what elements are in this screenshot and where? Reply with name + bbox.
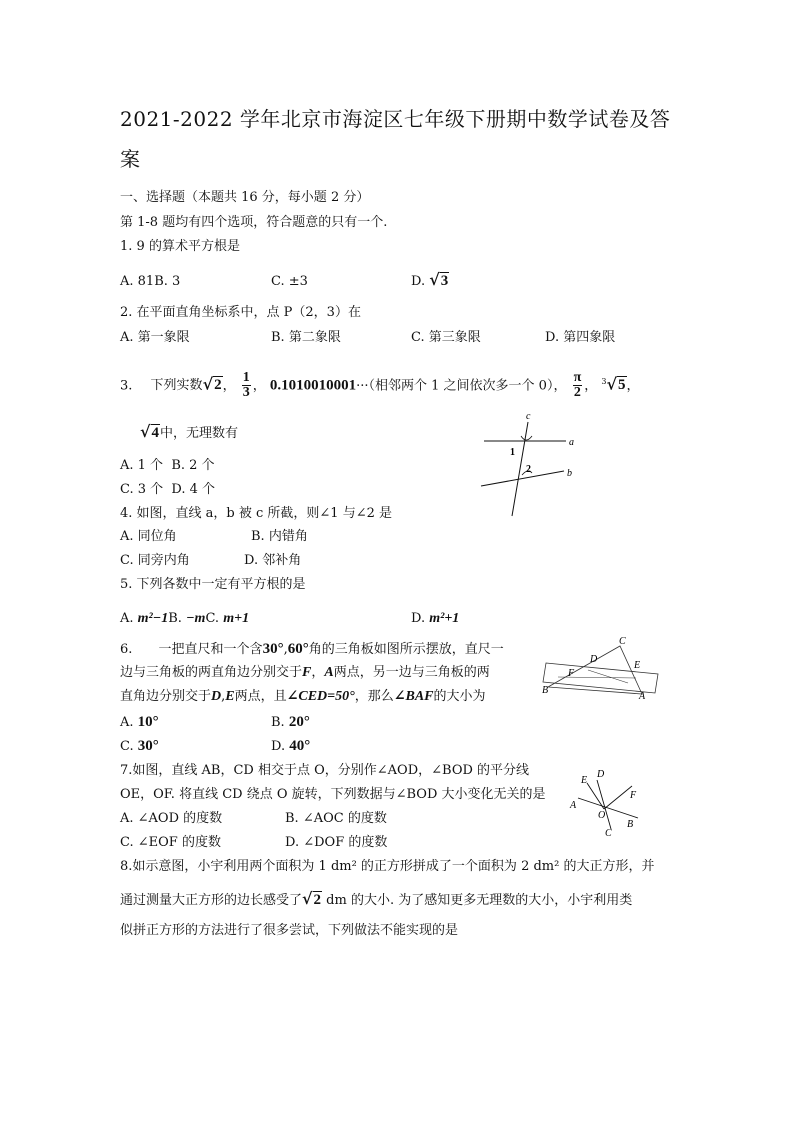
q3-sqrt4: 4 (151, 425, 160, 441)
q7-fig-c: C (605, 828, 612, 838)
q4-angle-2: 2 (526, 464, 531, 475)
q5-option-c: C. (205, 611, 220, 626)
q8-sqrt2: 2 (313, 892, 322, 908)
q6-number: 6. (120, 642, 133, 657)
q6-deg60: 60° (287, 641, 309, 657)
q8-line1: 8.如示意图，小宇利用两个面积为 1 dm² 的正方形拼成了一个面积为 2 dm² 的大正方形，并 (120, 859, 655, 874)
q7-fig-e: E (581, 775, 588, 786)
q6-fig-e: E (634, 660, 641, 671)
q7-option-a: A. ∠AOD 的度数 (120, 811, 223, 826)
q6-text: 的大小为 (433, 689, 486, 704)
q7-line2: OE，OF. 将直线 CD 绕点 O 旋转，下列数据与∠BOD 大小变化无关的是 (120, 787, 546, 802)
q5-option-d-label: D. (411, 611, 426, 626)
q2-option-c: C. 第三象限 (411, 330, 481, 345)
section-note: 第 1-8 题均有四个选项，符合题意的只有一个. (120, 215, 388, 230)
q6-option-d-val: 40° (289, 738, 311, 754)
q4-option-d: D. 邻补角 (244, 553, 302, 568)
q8-line2 (120, 891, 632, 909)
q5-option-b: B. (168, 611, 182, 626)
q5-stem: 5. 下列各数中一定有平方根的是 (120, 577, 306, 592)
q8-line3: 似拼正方形的方法进行了很多尝试，下列做法不能实现的是 (120, 923, 459, 938)
q3-tail: 中，无理数有 (160, 426, 239, 441)
q1-options (120, 274, 180, 290)
q7-option-d: D. ∠DOF 的度数 (285, 835, 388, 850)
q6-condition: ∠CED=50° (286, 689, 355, 704)
q6-line3: 直角边分别交于D,E两点，且∠CED=50°，那么∠BAF的大小为 (120, 689, 486, 704)
q3-sqrt2: 2 (214, 377, 222, 394)
q4-stem: 4. 如图，直线 a，b 被 c 所截，则∠1 与∠2 是 (120, 506, 393, 521)
q6-text: ，那么 (354, 689, 394, 704)
q7-fig-b: B (627, 819, 634, 830)
q3-number: 3. (120, 378, 133, 394)
q6-option-c-val: 30° (137, 738, 159, 754)
q6-option-a-label: A. (120, 715, 134, 730)
q6-option-d-label: D. (271, 739, 286, 754)
page-title-cont: 案 (120, 147, 141, 171)
radical-icon: √ (202, 374, 214, 394)
q3-option-c: C. 3 个 (120, 482, 164, 497)
q7-option-b: B. ∠AOC 的度数 (285, 811, 387, 826)
q3-decimal: 0.1010010001 (269, 377, 357, 394)
q4-option-a: A. 同位角 (120, 529, 177, 544)
q3-option-d: D. 4 个 (171, 482, 216, 497)
q3-fraction: $\frac{1}{3}$ (242, 370, 250, 401)
q1-stem: 1. 9 的算术平方根是 (120, 239, 240, 254)
q6-point-f: F (302, 665, 312, 680)
q3-cbrt-index: 3 (601, 377, 607, 386)
q3-option-b: B. 2 个 (171, 458, 215, 473)
q6-option-b-label: B. (271, 715, 285, 730)
q4-option-b: B. 内错角 (251, 529, 308, 544)
q4-figure (476, 408, 586, 518)
page-title: 2021-2022 学年北京市海淀区七年级下册期中数学试卷及答 (120, 107, 671, 131)
q5-options (120, 611, 249, 627)
radical-icon: √ (606, 374, 618, 394)
q6-text: 两点，且 (234, 689, 287, 704)
q3-option-a: A. 1 个 (120, 458, 164, 473)
q6-text: 边与三角板的两直角边分别交于 (120, 665, 303, 680)
q7-fig-a: A (570, 800, 577, 811)
q6-option-d (271, 738, 310, 755)
q2-option-a: A. 第一象限 (120, 330, 190, 345)
q1-option-d-value: 3 (440, 273, 449, 289)
q2-stem: 2. 在平面直角坐标系中，点 P（2，3）在 (120, 305, 361, 320)
q5-option-d-expr: m²+1 (429, 611, 460, 626)
q3-stem-cont (140, 424, 238, 442)
q8-text: dm 的大小. 为了感知更多无理数的大小，小宇利用类 (326, 893, 633, 908)
q4-option-c: C. 同旁内角 (120, 553, 190, 568)
q2-option-d: D. 第四象限 (545, 330, 616, 345)
q7-option-c: C. ∠EOF 的度数 (120, 835, 221, 850)
q1-option-d-label: D. (411, 274, 426, 289)
q3-options-row2 (120, 482, 215, 498)
q3-cbrt-value: 5 (618, 377, 626, 394)
q6-fig-d: D (590, 654, 598, 665)
q7-line1: 7.如图，直线 AB，CD 相交于点 O，分别作∠AOD，∠BOD 的平分线 (120, 763, 530, 778)
q5-option-a: A. (120, 611, 134, 626)
q6-deg30: 30° (262, 641, 284, 657)
radical-icon: √ (302, 889, 313, 908)
q5-option-a-expr: m²−1 (137, 611, 169, 626)
section-heading: 一、选择题（本题共 16 分，每小题 2 分） (120, 190, 370, 205)
q6-text: 直角边分别交于 (120, 689, 212, 704)
q8-text: 通过测量大正方形的边长感受了 (120, 893, 303, 908)
radical-icon: √ (140, 422, 151, 441)
q6-line1: 6. 一把直尺和一个含30°,60°角的三角板如图所示摆放，直尺一 (120, 641, 504, 657)
q6-line2: 边与三角板的两直角边分别交于F，A两点，另一边与三角板的两 (120, 665, 490, 680)
q1-option-a: A. 81 (120, 274, 155, 289)
q6-option-c (120, 738, 159, 755)
q6-text: 一把直尺和一个含 (158, 642, 263, 657)
q2-option-b: B. 第二象限 (271, 330, 341, 345)
q5-option-b-expr: −m (186, 611, 206, 626)
q4-label-a: a (569, 437, 574, 448)
q6-option-c-label: C. (120, 739, 134, 754)
radical-icon: √ (429, 270, 440, 289)
q6-text: 角的三角板如图所示摆放，直尺一 (308, 642, 504, 657)
q7-fig-d: D (597, 769, 605, 780)
q6-point-e: E (225, 689, 235, 704)
q1-option-b: B. 3 (154, 274, 181, 289)
q6-figure (538, 636, 666, 706)
q3-options-row1 (120, 458, 215, 474)
q3-lead: 下列实数 (150, 378, 203, 394)
q6-option-a-val: 10° (137, 714, 159, 730)
q4-label-c: c (526, 411, 531, 422)
q6-option-b (271, 714, 310, 731)
q5-option-d (411, 611, 459, 627)
q1-option-c: C. ±3 (271, 274, 308, 289)
q3-decimal-note: ···（相邻两个 1 之间依次多一个 0）， (356, 378, 567, 394)
q6-point-a: A (324, 665, 334, 680)
q1-option-d (411, 272, 449, 290)
q6-fig-b: B (542, 685, 549, 696)
q3-pi-fraction: $\frac{\pi}{2}$ (573, 370, 582, 401)
q7-fig-o: O (598, 810, 606, 821)
q6-option-a (120, 714, 159, 731)
q7-fig-f: F (630, 790, 637, 801)
q6-option-b-val: 20° (288, 714, 310, 730)
q5-option-c-expr: m+1 (223, 611, 250, 626)
q6-fig-a: A (639, 691, 646, 702)
q6-ask-angle: ∠BAF (393, 689, 434, 704)
q4-angle-1: 1 (510, 447, 515, 458)
q6-fig-c: C (619, 636, 626, 647)
q6-fig-f: F (568, 668, 575, 679)
q4-label-b: b (567, 468, 572, 479)
q6-text: 两点，另一边与三角板的两 (333, 665, 490, 680)
q3-stem: 3. 下列实数√2， $\frac{1}{3}$ ， 0.1010010001···（相邻两个 1 之间依次多一个 0）， $\frac{\pi}{2}$ ， $^3$√5， (120, 370, 640, 401)
q6-point-d: D (211, 689, 222, 704)
q7-figure (566, 768, 648, 838)
